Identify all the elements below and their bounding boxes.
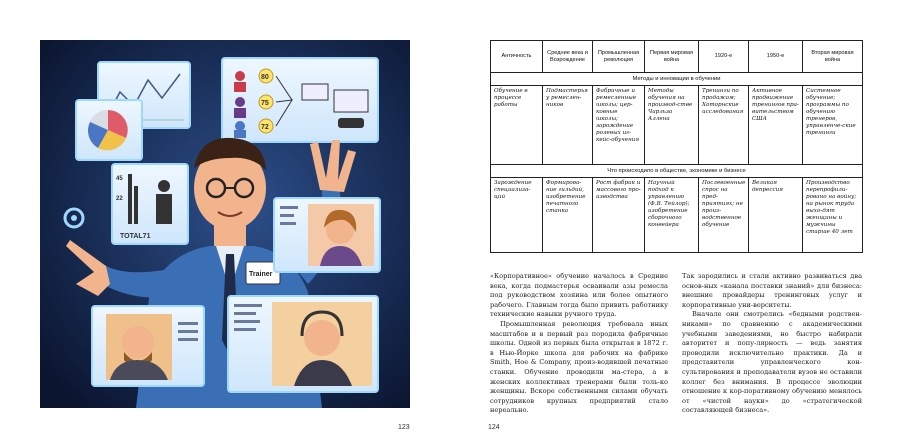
header-cell: Промышленная революция (593, 41, 645, 73)
left-page-number: 123 (398, 424, 410, 431)
section1-title: Методы и инновации в обучении (491, 73, 863, 86)
table-cell: Фабричные и ремесленные школы; цер-ковные школы; зарождение ролевых иг-кейс-обучения (593, 86, 645, 165)
header-cell: 1920-е (699, 41, 749, 73)
scoring-screen (222, 58, 378, 142)
bar-chart-screen (112, 164, 188, 244)
table-row (491, 86, 863, 165)
total-label: TOTAL71 (120, 233, 151, 240)
body-column-1 (490, 272, 668, 416)
video-call-woman-screen (274, 198, 380, 272)
body-column-2 (682, 272, 862, 416)
table-cell: Производство перепрофили-ровано на войну; на рынок труда выхо-дят женщины и мужчины старше 40 лет (803, 178, 863, 253)
table-header-row (491, 41, 863, 73)
history-table-wrapper (490, 40, 862, 253)
trainer-badge-text: Trainer (249, 271, 273, 278)
section-title-row (491, 165, 863, 178)
table-cell: Методы обучения на производ-стве Чарльза Аллена (645, 86, 699, 165)
video-call-man-screen-2 (228, 296, 378, 392)
section2-title: Что происходило в обществе, экономике и бизнесе (491, 165, 863, 178)
table-cell: Великая депрессия (749, 178, 803, 253)
trainer-illustration (40, 40, 410, 408)
header-cell: Средние века и Возрождение (543, 41, 593, 73)
table-row (491, 178, 863, 253)
table-cell: Зарождение специализа-ций (491, 178, 543, 253)
video-call-man-screen-1 (92, 306, 204, 386)
header-cell: Первая мировая война (645, 41, 699, 73)
header-cell: Вторая мировая война (803, 41, 863, 73)
table-cell: Системное обучение; программы по обучению тренеров, управленче-ские тренинги (803, 86, 863, 165)
table-cell: Формирова-ние гильдий, изобретение печатного станка (543, 178, 593, 253)
table-cell: Послевоенные спрос на пред-приятиях; не произ-водственное обучение (699, 178, 749, 253)
paragraph: Вначале они смотрелись «бедными родствен-никами» по сравнению с академическими учебными заведениями, но быстро набирали авторитет и попу-лярность — ведь занятия проводили исключительно практики. Да и представители управленческого кон-сультирования и преподаватели вузов не оставили коллег без внимания. В процессе эволюции отношение к кор-поративному обучению менялось от «чистой науки» до «стратегической составляющей бизнеса». (682, 310, 862, 415)
section-title-row (491, 73, 863, 86)
score-1: 80 (261, 74, 269, 81)
history-table (490, 40, 863, 253)
table-cell: Научный подход к управлению (Ф.В. Тейлор); изобретение сборочного конвейера (645, 178, 699, 253)
header-cell: 1950-е (749, 41, 803, 73)
table-cell: Активное продвижение тренингов пра-вительством США (749, 86, 803, 165)
chart-tick-1: 45 (116, 176, 123, 182)
illustration-svg (40, 40, 410, 408)
paragraph: «Корпоративное» обучение началось в Средние века, когда подмастерья осваивали азы ремесла под руководством хозяина или более опытного рабочего. Главным тогда было привить работнику технические навыки ручного труда. (490, 272, 668, 319)
paragraph: Так зародились и стали активно развиваться два основ-ных «канала поставки знаний» для бизнеса: внешние провайдеры тренинговых услуг и корпоративные уни-верситеты. (682, 272, 862, 309)
score-2: 75 (261, 100, 269, 107)
score-3: 72 (261, 124, 269, 131)
header-cell: Античность (491, 41, 543, 73)
table-cell: Рост фабрик и массового про-изводства (593, 178, 645, 253)
pie-chart-screen (76, 100, 142, 160)
chart-tick-2: 22 (116, 196, 123, 202)
right-page-number: 124 (488, 424, 500, 431)
table-cell: Обучение в процессе работы (491, 86, 543, 165)
table-cell: Тренинги по продажам; Хоторнские исследования (699, 86, 749, 165)
paragraph: Промышленная революция требовала иных масштабов и в первый раз породила фабричные школы. Одной из первых была открытая в 1872 г. в Нью-Йорке школа для рабочих на фабрике Smith, Hoe & Company, произ-водившей печатные станки. Обучение проводили ма-стера, а в женских коллективах тренерами были толь-ко женщины. Вскоре собственными силами обучать сотрудников крупных предприятий стало нереально. (490, 319, 668, 415)
table-cell: Подмастерья у ремеслен-ников (543, 86, 593, 165)
